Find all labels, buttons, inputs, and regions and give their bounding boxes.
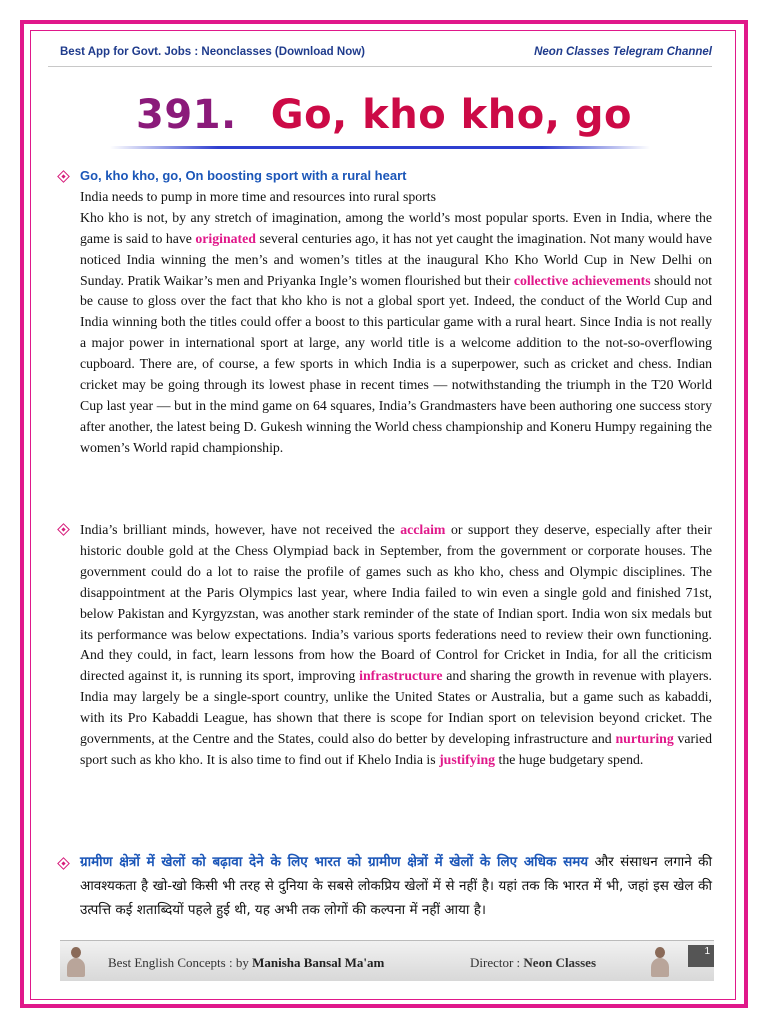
section-1 [80, 166, 712, 459]
section-1-subheading: India needs to pump in more time and resources into rural sports [80, 188, 436, 204]
header-divider [48, 66, 712, 67]
page-number: 1 [688, 945, 714, 967]
diamond-bullet-icon [57, 523, 71, 537]
article-title-text: Go, kho kho, go [270, 92, 632, 138]
header-telegram-link[interactable]: Neon Classes Telegram Channel [534, 46, 712, 58]
header-app-link[interactable]: Best App for Govt. Jobs : Neonclasses (Download Now) [60, 46, 365, 58]
highlight-word: infrastructure [359, 668, 443, 684]
section-2-paragraph: India’s brilliant minds, however, have not received the acclaim or support they deserve, especially after their historic double gold at the Chess Olympiad back in September, from the government or corporate houses. The government could do a lot to raise the profile of games such as kho kho, chess and Olympic disciplines. The disappointment at the Paris Olympics last year, where India failed to win even a single gold and finished 71st, below Pakistan and Kyrgyzstan, was another stark reminder of the state of Indian sport. India won six medals but its performance was below expectations. India’s various sports federations need to review their own functioning. And they could, in fact, learn lessons from how the Board of Control for Cricket in India, for all the criticism directed against it, is running its sport, improving infrastructure and sharing the growth in revenue with players. India may largely be a single-sport country, unlike the United States or Australia, but a game such as kabaddi, with its Pro Kabaddi League, has shown that there is scope for Indian sport on television beyond cricket. The governments, at the Centre and the States, could also do better by developing infrastructure and nurturing varied sport such as kho kho. It is also time to find out if Khelo India is justifying the huge budgetary spend. [80, 522, 713, 767]
footer-director: Director : Neon Classes [470, 955, 597, 970]
section-3-hindi [80, 850, 712, 922]
author-avatar-icon [64, 945, 88, 977]
highlight-word: nurturing [615, 731, 674, 747]
highlight-word: justifying [439, 751, 496, 767]
footer-author: Best English Concepts : by Manisha Bansal Ma'am [108, 955, 385, 970]
section-2 [80, 520, 712, 771]
article-title [0, 92, 768, 138]
section-1-heading: Go, kho kho, go, On boosting sport with a rural heart [80, 168, 407, 183]
hindi-heading: ग्रामीण क्षेत्रों में खेलों को बढ़ावा देने के लिए भारत को ग्रामीण क्षेत्रों में खेलों के लिए अधिक समय [80, 854, 589, 870]
diamond-bullet-icon [57, 170, 71, 184]
page-header [60, 44, 712, 64]
section-1-paragraph: Kho kho is not, by any stretch of imagination, among the world’s most popular sports. Even in India, where the game is said to have originated several centuries ago, it has not yet caught the imagination. Not many would have noticed India winning the men’s and women’s titles at the inaugural Kho Kho World Cup in New Delhi on Sunday. Pratik Waikar’s men and Priyanka Ingle’s women flourished but their collective achievements should not be cause to gloss over the fact that kho kho is not a global sport yet. Indeed, the conduct of the World Cup and India winning both the titles could offer a boost to this particular game with a rural heart. Since India is not really a major power in international sport at large, any world title is a welcome addition to the not-so-overflowing cupboard. There are, of course, a few sports in which India is a superpower, such as cricket and chess. Indian cricket may be going through its lowest phase in recent times — notwithstanding the triumph in the T20 World Cup last year — but in the mind game on 64 squares, India’s Grandmasters have been authoring one success story after another, the latest being D. Gukesh winning the World chess championship and Koneru Humpy regaining the women’s World rapid championship. [80, 209, 713, 455]
hindi-text: और संसाधन लगाने की आवश्यकता है खो-खो किसी भी तरह से दुनिया के सबसे लोकप्रिय खेलों में से नहीं है। यहां तक कि भारत में भी, जहां इस खेल की उत्पत्ति कई शताब्दियों पहले हुई थी, यह अभी तक लोगों की कल्पना में नहीं आया है। [80, 854, 712, 918]
diamond-bullet-icon [57, 857, 71, 871]
highlight-word: collective achievements [513, 272, 651, 288]
director-name: Neon Classes [523, 955, 597, 970]
author-name: Manisha Bansal Ma'am [252, 955, 385, 970]
highlight-word: acclaim [400, 522, 446, 537]
title-underline [110, 146, 650, 149]
article-number: 391. [136, 92, 237, 138]
highlight-word: originated [195, 230, 256, 246]
page-footer [60, 940, 714, 981]
director-avatar-icon [648, 945, 672, 977]
